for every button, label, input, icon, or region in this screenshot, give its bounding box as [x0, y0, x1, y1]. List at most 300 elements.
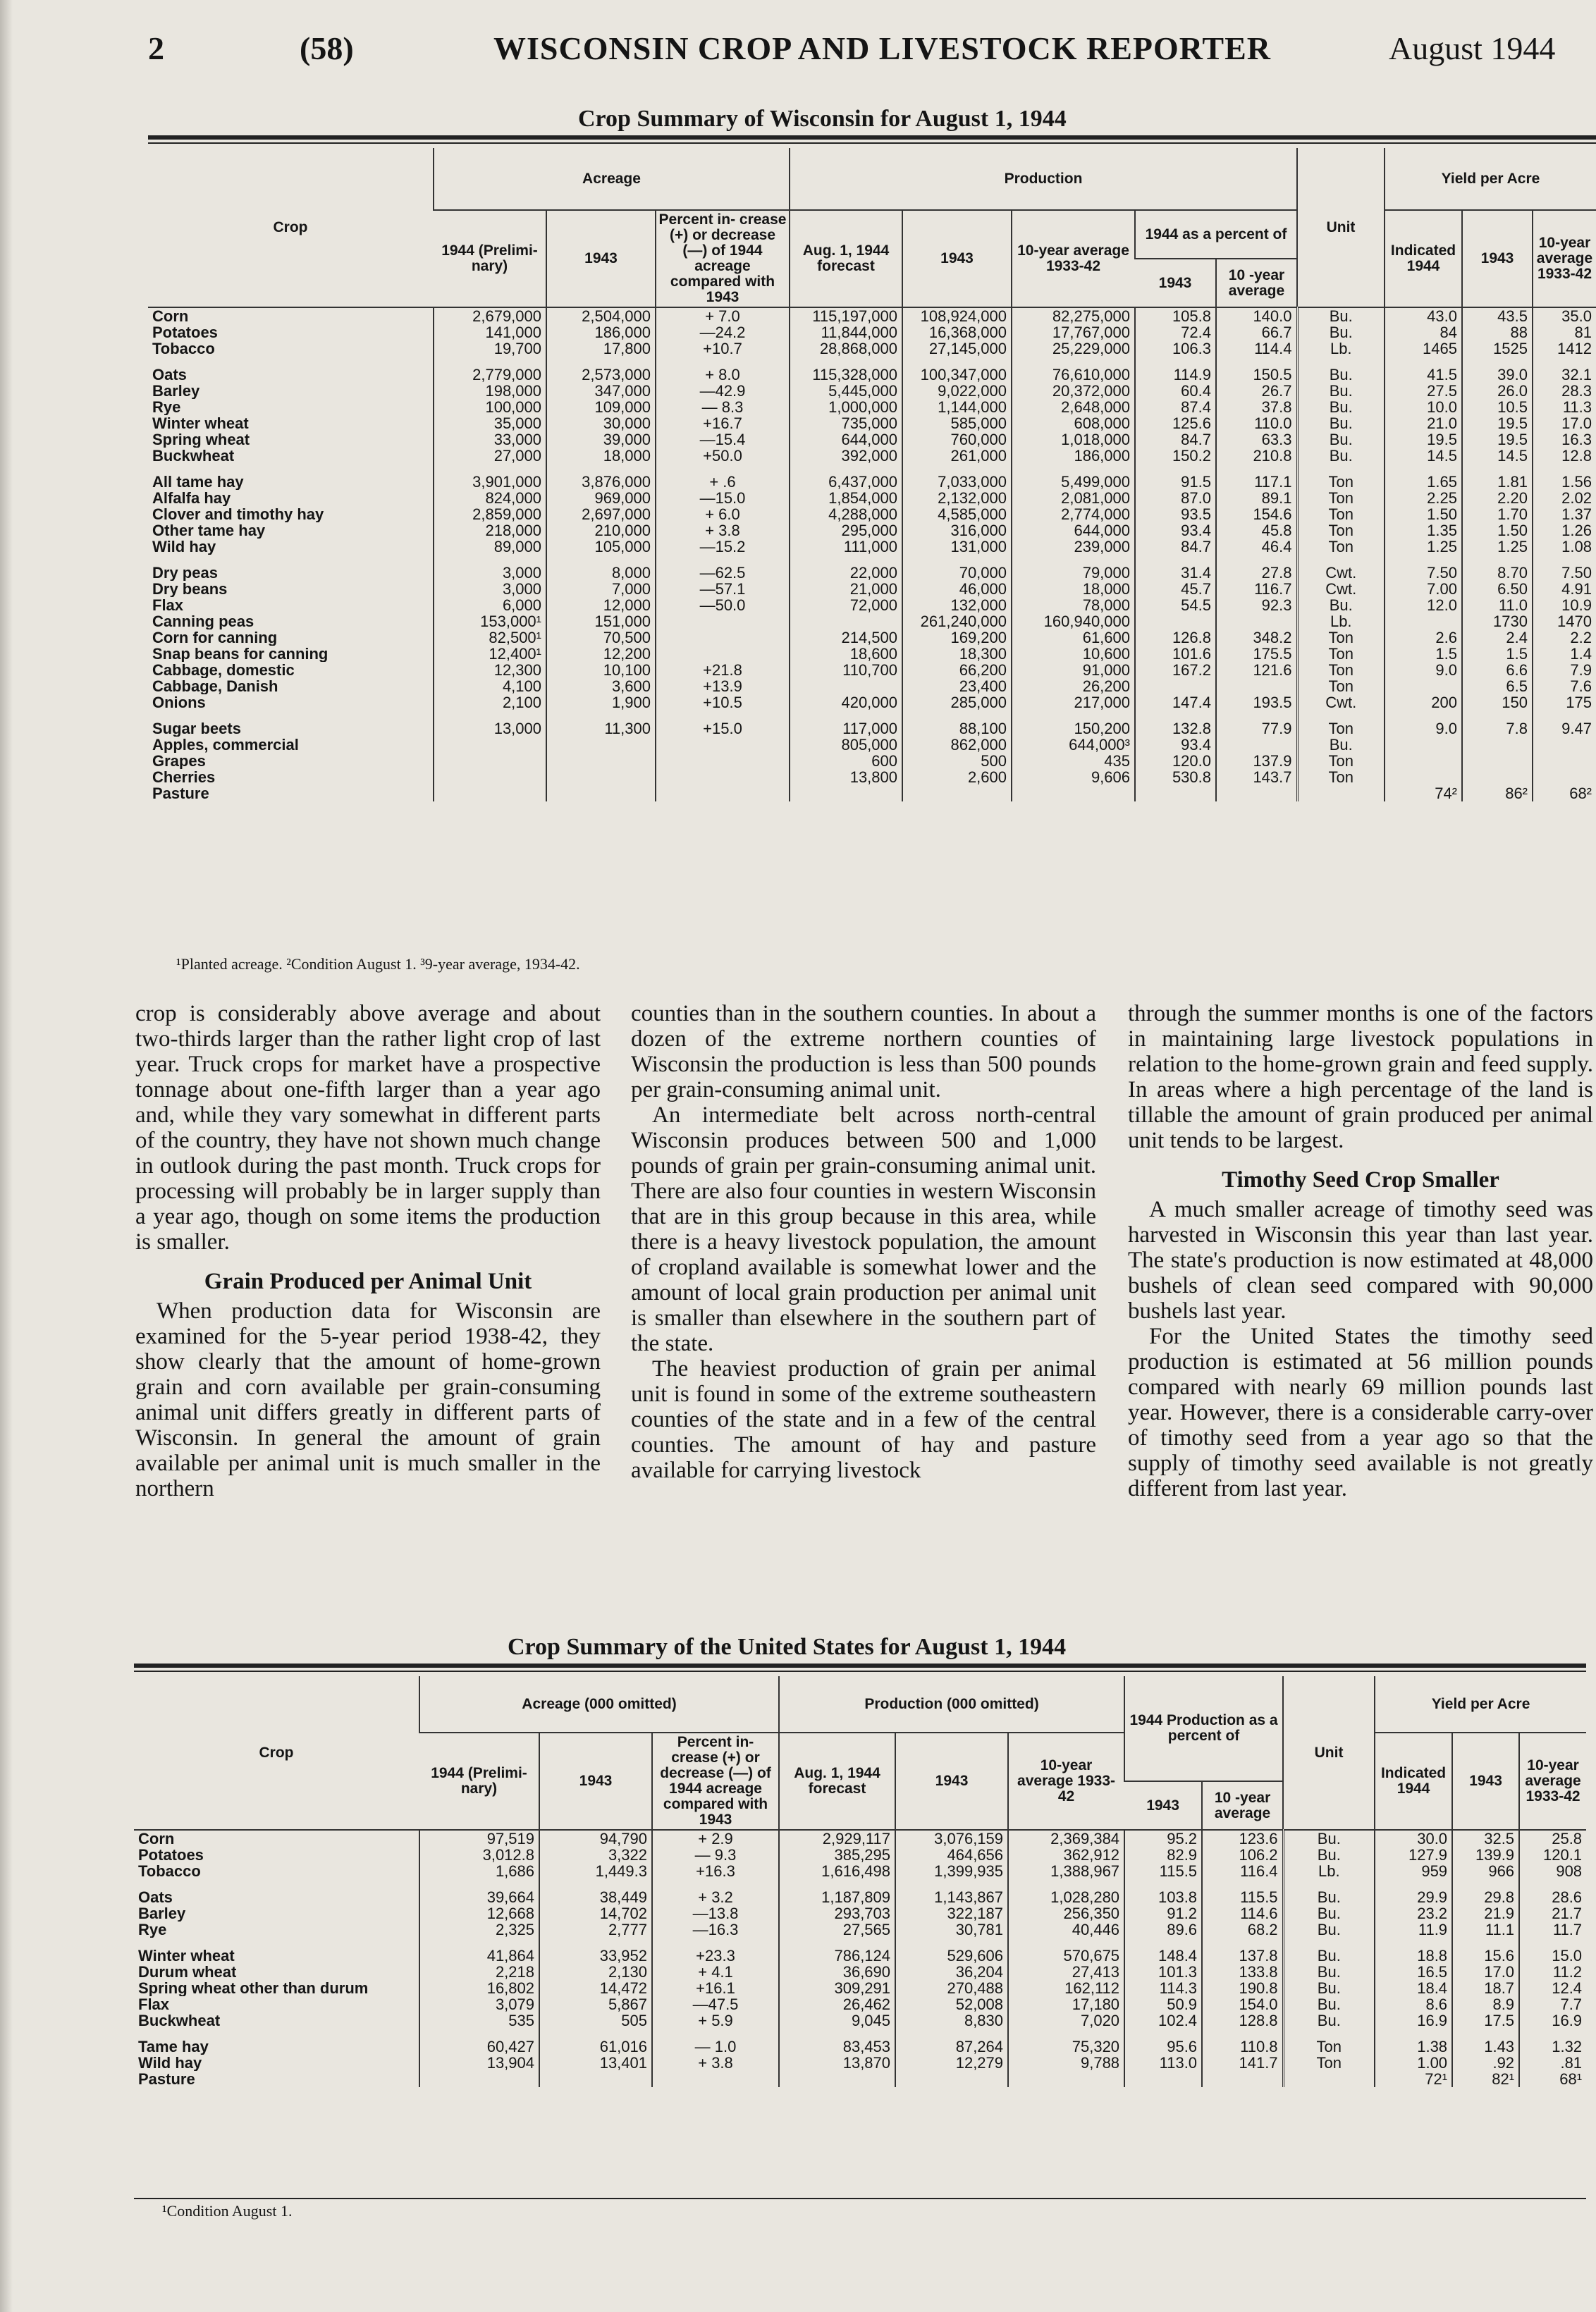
table-cell: 148.4 — [1124, 1948, 1202, 1964]
table-cell: 16.9 — [1375, 2012, 1452, 2029]
table-cell: 2,100 — [434, 694, 546, 711]
table-cell: 105.8 — [1135, 307, 1216, 324]
paragraph: A much smaller acreage of timothy seed was harvested in Wisconsin this year than last year. The state's production is now estimated at 48,000 bushels of clean seed compared with 90,000 bushels last year. — [1128, 1197, 1593, 1324]
table-cell: 2,929,117 — [779, 1830, 895, 1847]
table-cell: 66.7 — [1216, 324, 1297, 340]
us-table-top-rule-2 — [134, 1671, 1586, 1672]
table-row — [148, 522, 1596, 539]
table-cell — [1533, 769, 1596, 785]
table-cell: 54.5 — [1135, 597, 1216, 613]
crop-name-cell: Wild hay — [138, 2055, 202, 2071]
table-cell: 256,350 — [1008, 1905, 1124, 1921]
table-cell: 92.3 — [1216, 597, 1297, 613]
table-cell: 10,100 — [546, 662, 656, 678]
text-column-3 — [1128, 1001, 1593, 1501]
table-cell — [790, 785, 902, 801]
table-cell: + 3.8 — [652, 2055, 779, 2071]
table-cell: 27,145,000 — [902, 340, 1012, 357]
table-cell: 82,275,000 — [1012, 307, 1135, 324]
col-pct-10yr: 10 -year average — [1216, 259, 1297, 307]
col-10yr-production: 10-year average 1933-42 — [1012, 210, 1135, 307]
crop-name-cell: Winter wheat — [152, 415, 249, 431]
table-cell: 13,904 — [419, 2055, 539, 2071]
table-cell: 1.50 — [1385, 506, 1462, 522]
table-row — [148, 399, 1596, 415]
table-cell: 36,204 — [895, 1964, 1008, 1980]
table-cell: 61,600 — [1012, 629, 1135, 646]
table-cell: 1.50 — [1462, 522, 1533, 539]
table-cell: 91,000 — [1012, 662, 1135, 678]
table-cell: Ton — [1297, 769, 1385, 785]
col-yield-indicated: Indicated 1944 — [1375, 1733, 1452, 1830]
paragraph: The heaviest production of grain per animal unit is found in some of the extreme southeastern counties of the state and in a few of the central counties. The amount of hay and pasture available for carrying livestock — [631, 1356, 1096, 1483]
table-cell — [1124, 2071, 1202, 2087]
table-cell: 68¹ — [1519, 2071, 1586, 2087]
table-cell: +10.5 — [656, 694, 790, 711]
table-cell — [1012, 785, 1135, 801]
col-crop-header: Crop — [134, 1676, 419, 1830]
table-cell: 4,585,000 — [902, 506, 1012, 522]
table-cell: 969,000 — [546, 490, 656, 506]
table-cell: 78,000 — [1012, 597, 1135, 613]
table-cell: 7.7 — [1519, 1996, 1586, 2012]
group-spacer — [148, 464, 1596, 474]
table-cell: Lb. — [1297, 613, 1385, 629]
table-cell: 2.4 — [1462, 629, 1533, 646]
table-cell: 110.0 — [1216, 415, 1297, 431]
table-cell: 1,018,000 — [1012, 431, 1135, 448]
table-cell: —42.9 — [656, 383, 790, 399]
table-cell: Bu. — [1283, 1996, 1375, 2012]
table-cell: 9,606 — [1012, 769, 1135, 785]
table-cell: 150.5 — [1216, 367, 1297, 383]
table-cell: 11.1 — [1452, 1921, 1519, 1938]
table-row — [134, 1921, 1586, 1938]
table-cell — [1385, 737, 1462, 753]
table-cell: 114.6 — [1202, 1905, 1283, 1921]
table-cell — [434, 785, 546, 801]
table-cell — [1297, 785, 1385, 801]
table-row — [134, 2055, 1586, 2071]
table-cell: 239,000 — [1012, 539, 1135, 555]
table-cell: Bu. — [1297, 307, 1385, 324]
table-cell: Bu. — [1283, 1889, 1375, 1905]
crop-name-cell: Buckwheat — [152, 448, 235, 464]
table-cell: 150 — [1462, 694, 1533, 711]
table-cell: 120.0 — [1135, 753, 1216, 769]
table-row — [148, 367, 1596, 383]
table-cell: 1.70 — [1462, 506, 1533, 522]
table-cell: 2,777 — [539, 1921, 652, 1938]
table-cell — [902, 785, 1012, 801]
table-cell: 186,000 — [1012, 448, 1135, 464]
table-cell: + 3.2 — [652, 1889, 779, 1905]
table-cell: 111,000 — [790, 539, 902, 555]
table-cell: Cwt. — [1297, 581, 1385, 597]
col-pct-1943: 1943 — [1124, 1781, 1202, 1830]
table-cell — [434, 769, 546, 785]
table-cell: 153,000¹ — [434, 613, 546, 629]
paragraph: through the summer months is one of the factors in maintaining large livestock populations in relation to the home-grown grain and feed supply. In areas where a high percentage of the land is tillable the amount of grain produced per animal unit tends to be largest. — [1128, 1001, 1593, 1153]
table-cell: 140.0 — [1216, 307, 1297, 324]
table-cell: 17.0 — [1452, 1964, 1519, 1980]
table-cell: .92 — [1452, 2055, 1519, 2071]
table-cell: 150.2 — [1135, 448, 1216, 464]
table-cell: 1465 — [1385, 340, 1462, 357]
table-cell — [419, 2071, 539, 2087]
us-table-footnote: ¹Condition August 1. — [162, 2202, 293, 2220]
table-row — [148, 474, 1596, 490]
table-cell: 4.91 — [1533, 581, 1596, 597]
col-1943-acreage: 1943 — [539, 1733, 652, 1830]
table-cell: 862,000 — [902, 737, 1012, 753]
table-cell: Bu. — [1297, 399, 1385, 415]
table-cell: Bu. — [1297, 431, 1385, 448]
table-cell: Ton — [1297, 506, 1385, 522]
table-cell — [779, 2071, 895, 2087]
table-cell: 19.5 — [1462, 415, 1533, 431]
table-cell: 43.0 — [1385, 307, 1462, 324]
table-cell: 93.4 — [1135, 522, 1216, 539]
table-cell — [1283, 2071, 1375, 2087]
table-cell: 60.4 — [1135, 383, 1216, 399]
table-cell: 151,000 — [546, 613, 656, 629]
table-cell: 110.8 — [1202, 2039, 1283, 2055]
table-cell: 1.4 — [1533, 646, 1596, 662]
table-cell: 1,028,280 — [1008, 1889, 1124, 1905]
table-cell — [656, 613, 790, 629]
table-cell: Ton — [1297, 753, 1385, 769]
pct-of-group-header: 1944 as a percent of — [1135, 210, 1297, 259]
table-cell: 39,664 — [419, 1889, 539, 1905]
table-cell: 115,197,000 — [790, 307, 902, 324]
table-cell: 2,369,384 — [1008, 1830, 1124, 1847]
table-cell: Ton — [1297, 662, 1385, 678]
table-cell: 1.25 — [1385, 539, 1462, 555]
table-cell: 68² — [1533, 785, 1596, 801]
table-cell: 347,000 — [546, 383, 656, 399]
table-cell: Ton — [1283, 2039, 1375, 2055]
table-cell: 27,000 — [434, 448, 546, 464]
table-cell — [546, 785, 656, 801]
page-number: 2 — [148, 30, 164, 66]
table-cell — [652, 2071, 779, 2087]
publication-title: WISCONSIN CROP AND LIVESTOCK REPORTER — [493, 30, 1271, 66]
table-cell: 81 — [1533, 324, 1596, 340]
table-row — [148, 769, 1596, 785]
table-cell — [1462, 737, 1533, 753]
crop-name-cell: Spring wheat other than durum — [138, 1980, 369, 1996]
table-cell: Ton — [1297, 490, 1385, 506]
table-cell: 15.6 — [1452, 1948, 1519, 1964]
table-cell: 21.7 — [1519, 1905, 1586, 1921]
table-cell: 117.1 — [1216, 474, 1297, 490]
table-cell — [1533, 737, 1596, 753]
table-cell: Bu. — [1297, 367, 1385, 383]
crop-name-cell: Barley — [152, 383, 200, 399]
table-cell: 11,844,000 — [790, 324, 902, 340]
table-cell: 4,288,000 — [790, 506, 902, 522]
table-cell: Cwt. — [1297, 565, 1385, 581]
col-pct-10yr: 10 -year average — [1202, 1781, 1283, 1830]
crop-name-cell: Oats — [138, 1889, 173, 1905]
table-row — [134, 1948, 1586, 1964]
table-cell: 70,000 — [902, 565, 1012, 581]
table-cell: 3,000 — [434, 581, 546, 597]
table-cell: + 8.0 — [656, 367, 790, 383]
issue-number: (58) — [300, 30, 354, 66]
table-cell — [1135, 678, 1216, 694]
col-crop-header: Crop — [148, 148, 434, 307]
table-cell: 2,774,000 — [1012, 506, 1135, 522]
table-cell: 137.9 — [1216, 753, 1297, 769]
table-cell: + .6 — [656, 474, 790, 490]
table-cell — [1462, 769, 1533, 785]
table-cell: 600 — [790, 753, 902, 769]
production-group-header: Production (000 omitted) — [779, 1676, 1124, 1733]
table-cell: 1412 — [1533, 340, 1596, 357]
table-cell: Bu. — [1297, 324, 1385, 340]
crop-name-cell: Potatoes — [138, 1847, 204, 1863]
table-cell — [539, 2071, 652, 2087]
table-cell: 83,453 — [779, 2039, 895, 2055]
table-cell: +16.1 — [652, 1980, 779, 1996]
us-crop-table — [134, 1676, 1586, 2087]
table-cell: 102.4 — [1124, 2012, 1202, 2029]
table-cell: 101.6 — [1135, 646, 1216, 662]
table-cell: 160,940,000 — [1012, 613, 1135, 629]
table-row — [148, 565, 1596, 581]
table-cell: 585,000 — [902, 415, 1012, 431]
table-cell: 2,325 — [419, 1921, 539, 1938]
table-cell: 644,000 — [1012, 522, 1135, 539]
table-cell: 68.2 — [1202, 1921, 1283, 1938]
table-cell — [656, 769, 790, 785]
table-row — [148, 785, 1596, 801]
table-cell: 114.4 — [1216, 340, 1297, 357]
table-cell: 2,130 — [539, 1964, 652, 1980]
table-cell: 93.5 — [1135, 506, 1216, 522]
table-cell: 46.4 — [1216, 539, 1297, 555]
table-cell: 959 — [1375, 1863, 1452, 1879]
col-1944-acreage: 1944 (Prelimi- nary) — [419, 1733, 539, 1830]
table-cell: 535 — [419, 2012, 539, 2029]
table-cell: 40,446 — [1008, 1921, 1124, 1938]
crop-name-cell: All tame hay — [152, 474, 244, 490]
table-row — [134, 1996, 1586, 2012]
table-cell: 7.50 — [1533, 565, 1596, 581]
table-cell — [1135, 613, 1216, 629]
table-cell: 2,504,000 — [546, 307, 656, 324]
table-cell: Ton — [1283, 2055, 1375, 2071]
crop-name-cell: Dry peas — [152, 565, 218, 581]
table-cell: 114.9 — [1135, 367, 1216, 383]
crop-name-cell: Apples, commercial — [152, 737, 299, 753]
table-cell: 30,000 — [546, 415, 656, 431]
table-cell: Ton — [1297, 720, 1385, 737]
table-cell: 529,606 — [895, 1948, 1008, 1964]
table-cell: 12,200 — [546, 646, 656, 662]
table-cell: 175 — [1533, 694, 1596, 711]
table-cell: —16.3 — [652, 1921, 779, 1938]
crop-name-cell: Spring wheat — [152, 431, 250, 448]
table-cell: 86² — [1462, 785, 1533, 801]
table-cell: 7.50 — [1385, 565, 1462, 581]
table-cell: 12,000 — [546, 597, 656, 613]
crop-name-cell: Cabbage, domestic — [152, 662, 295, 678]
table-cell: 10.5 — [1462, 399, 1533, 415]
table-cell: 11.9 — [1375, 1921, 1452, 1938]
table-cell: Lb. — [1283, 1863, 1375, 1879]
table-cell: 16,802 — [419, 1980, 539, 1996]
table-cell: 33,000 — [434, 431, 546, 448]
table-cell — [656, 785, 790, 801]
table-cell: 3,600 — [546, 678, 656, 694]
table-row — [148, 597, 1596, 613]
table-cell: 9.47 — [1533, 720, 1596, 737]
col-1943-production: 1943 — [902, 210, 1012, 307]
table-cell — [1216, 737, 1297, 753]
table-cell: Ton — [1297, 539, 1385, 555]
crop-name-cell: Flax — [138, 1996, 170, 2012]
crop-name-cell: Other tame hay — [152, 522, 266, 539]
table-cell: 27,413 — [1008, 1964, 1124, 1980]
table-cell: 19.5 — [1385, 431, 1462, 448]
table-cell — [1202, 2071, 1283, 2087]
table-cell — [1385, 613, 1462, 629]
table-cell: 6.6 — [1462, 662, 1533, 678]
table-cell: 1.00 — [1375, 2055, 1452, 2071]
table-cell: 162,112 — [1008, 1980, 1124, 1996]
col-1943-acreage: 1943 — [546, 210, 656, 307]
table-cell: 89.6 — [1124, 1921, 1202, 1938]
table-row — [148, 613, 1596, 629]
table-cell: —15.0 — [656, 490, 790, 506]
table-cell — [546, 737, 656, 753]
group-spacer — [134, 2029, 1586, 2039]
table-cell: 13,800 — [790, 769, 902, 785]
table-cell: 1.5 — [1462, 646, 1533, 662]
table-cell: 131,000 — [902, 539, 1012, 555]
col-10yr-production: 10-year average 1933-42 — [1008, 1733, 1124, 1830]
table-row — [134, 2012, 1586, 2029]
table-cell: 5,867 — [539, 1996, 652, 2012]
table-row — [148, 678, 1596, 694]
crop-name-cell: Corn — [152, 307, 189, 324]
table-cell: 89,000 — [434, 539, 546, 555]
table-cell: 43.5 — [1462, 307, 1533, 324]
table-cell — [434, 737, 546, 753]
table-row — [148, 506, 1596, 522]
crop-name-cell: Snap beans for canning — [152, 646, 329, 662]
col-yield-10yr: 10-year average 1933-42 — [1519, 1733, 1586, 1830]
table-cell: 87,264 — [895, 2039, 1008, 2055]
crop-name-cell: Corn — [138, 1830, 175, 1847]
table-cell: 14,472 — [539, 1980, 652, 1996]
table-cell: +13.9 — [656, 678, 790, 694]
table-cell: 84.7 — [1135, 431, 1216, 448]
crop-name-cell: Dry beans — [152, 581, 228, 597]
table-row — [148, 737, 1596, 753]
table-cell: 32.1 — [1533, 367, 1596, 383]
table-cell: Bu. — [1283, 1948, 1375, 1964]
table-row — [148, 448, 1596, 464]
table-cell: 63.3 — [1216, 431, 1297, 448]
table-cell: 21,000 — [790, 581, 902, 597]
table-cell: 120.1 — [1519, 1847, 1586, 1863]
table-cell: 17,767,000 — [1012, 324, 1135, 340]
table-cell: 21.0 — [1385, 415, 1462, 431]
table-row — [148, 307, 1596, 324]
table-cell: 26,200 — [1012, 678, 1135, 694]
table-cell: 127.9 — [1375, 1847, 1452, 1863]
table-cell: 18,000 — [1012, 581, 1135, 597]
table-cell — [1462, 753, 1533, 769]
crop-name-cell: Durum wheat — [138, 1964, 237, 1980]
table-cell: 106.2 — [1202, 1847, 1283, 1863]
table-cell: 26.0 — [1462, 383, 1533, 399]
table-cell: 20,372,000 — [1012, 383, 1135, 399]
table-cell: 38,449 — [539, 1889, 652, 1905]
table-cell: 7.8 — [1462, 720, 1533, 737]
table-cell: 214,500 — [790, 629, 902, 646]
table-cell: 2,081,000 — [1012, 490, 1135, 506]
table-cell: 9.0 — [1385, 662, 1462, 678]
table-cell: 1,388,967 — [1008, 1863, 1124, 1879]
table-cell: —13.8 — [652, 1905, 779, 1921]
table-cell: 11,300 — [546, 720, 656, 737]
table-cell: 322,187 — [895, 1905, 1008, 1921]
table-cell: 2,648,000 — [1012, 399, 1135, 415]
table-cell: Bu. — [1297, 597, 1385, 613]
table-cell: 2.25 — [1385, 490, 1462, 506]
table-cell: Ton — [1297, 629, 1385, 646]
table-row — [134, 1980, 1586, 1996]
table-cell: Bu. — [1297, 737, 1385, 753]
table-cell: 3,012.8 — [419, 1847, 539, 1863]
crop-name-cell: Wild hay — [152, 539, 216, 555]
table-cell: 41.5 — [1385, 367, 1462, 383]
crop-name-cell: Potatoes — [152, 324, 218, 340]
table-cell: 36,690 — [779, 1964, 895, 1980]
table-cell: 1525 — [1462, 340, 1533, 357]
paragraph: crop is considerably above average and about two-thirds larger than the rather light crop of last year. Truck crops for market have a prospective tonnage about one-fifth larger than a year ago and, while they vary somewhat in different parts of the country, they have not shown much change in outlook during the past month. Truck crops for processing will probably be in larger supply than a year ago, though on some items the production is smaller. — [135, 1001, 601, 1255]
table-cell: 72¹ — [1375, 2071, 1452, 2087]
table-row — [148, 662, 1596, 678]
table-cell: 7.9 — [1533, 662, 1596, 678]
issue-date: August 1944 — [1389, 30, 1556, 66]
table-cell: 10.0 — [1385, 399, 1462, 415]
table-cell: 1.25 — [1462, 539, 1533, 555]
table-cell: 1,187,809 — [779, 1889, 895, 1905]
us-table-title: Crop Summary of the United States for August 1, 1944 — [508, 1634, 1067, 1660]
table-cell: 190.8 — [1202, 1980, 1283, 1996]
table-cell — [1385, 753, 1462, 769]
section-heading-timothy: Timothy Seed Crop Smaller — [1222, 1167, 1499, 1193]
table-cell: 1,900 — [546, 694, 656, 711]
table-cell: 2.02 — [1533, 490, 1596, 506]
table-cell: 108,924,000 — [902, 307, 1012, 324]
wisconsin-table-top-rule-2 — [148, 142, 1596, 144]
table-cell: 94,790 — [539, 1830, 652, 1847]
table-cell: —15.2 — [656, 539, 790, 555]
table-cell: 1.08 — [1533, 539, 1596, 555]
col-pct-change: Percent in- crease (+) or decrease (—) of 1944 acreage compared with 1943 — [652, 1733, 779, 1830]
table-row — [134, 1964, 1586, 1980]
table-cell: 805,000 — [790, 737, 902, 753]
table-cell — [1135, 785, 1216, 801]
table-row — [134, 1847, 1586, 1863]
